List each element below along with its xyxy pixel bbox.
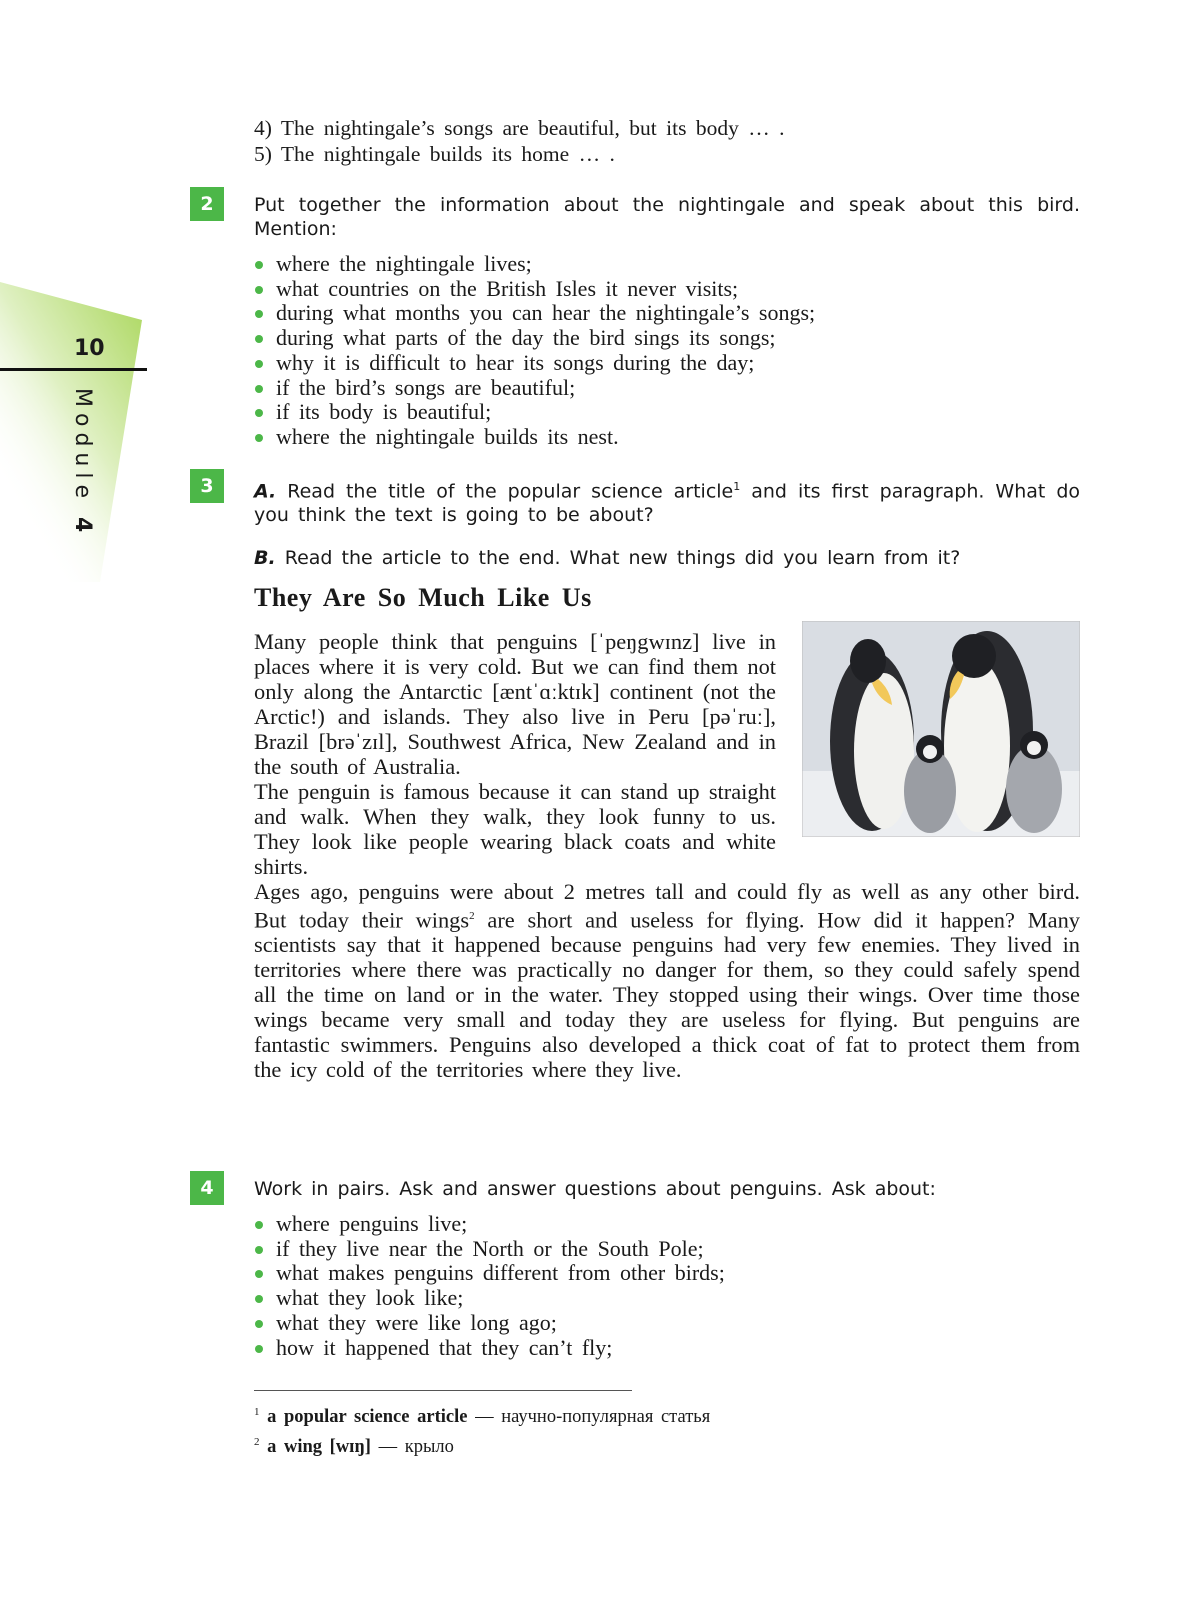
list-item: where the nightingale lives; (254, 252, 1080, 277)
article-paragraph-1: Many people think that penguins [ˈpeŋgwɪnz] live in places where it is very cold. But we can find them not only along the Antarctic [æntˈɑːktɪk] continent (not the Arctic!) and islands. They also live in Peru [pəˈruː], Brazil [brəˈzɪl], Southwest Africa, New Zealand and in the south of Australia. (254, 629, 776, 779)
list-item: what they were like long ago; (254, 1311, 1080, 1336)
list-item: what countries on the British Isles it never visits; (254, 277, 1080, 302)
list-item: what makes penguins different from other birds; (254, 1261, 1080, 1286)
exercise-4 (254, 1177, 1080, 1360)
exercise-4-instruction: Work in pairs. Ask and answer questions about penguins. Ask about: (254, 1178, 936, 1200)
exercise-3 (254, 475, 1080, 570)
module-text: Module (70, 388, 95, 504)
page-number-rule (0, 368, 147, 371)
paragraph-3-text-cont: are short and useless for flying. How did it happen? Many scientists say that it happened because penguins had very few enemies. They lived in territories where there was practically no danger for them, so they could safely spend all the time on land or in the water. They stopped using their wings. Over time those wings became very small and today they are useless for flying. But penguins are fantastic swimmers. Penguins also developed a thick coat of fat to protect them from the icy cold of the territories where they live. (254, 907, 1080, 1083)
footnote-dash: — (475, 1407, 494, 1428)
list-item: where penguins live; (254, 1212, 1080, 1237)
footnote-translation: научно-популярная статья (501, 1407, 711, 1428)
page-number: 10 (74, 336, 105, 361)
article-body (254, 629, 1080, 1082)
footnote-ref-2: 2 (469, 910, 475, 922)
exercise-3-part-a (254, 475, 1080, 527)
item-5: 5) The nightingale builds its home … . (254, 141, 615, 166)
part-a-text-cont: and its first paragraph. What do you think the text is going to be about? (254, 480, 1081, 527)
footnote-1 (254, 1400, 1080, 1430)
article-paragraph-2: The penguin is famous because it can stand up straight and walk. When they walk, they look funny to us. They look like people wearing black coats and white shirts. (254, 779, 776, 879)
item-4: 4) The nightingale’s songs are beautiful, but its body … . (254, 116, 785, 140)
exercise-2-number: 2 (190, 187, 224, 221)
list-item: if the bird’s songs are beautiful; (254, 376, 1080, 401)
footnotes (254, 1400, 1080, 1460)
penguins-photo (802, 621, 1080, 837)
footnote-mark: 1 (254, 1406, 260, 1418)
module-number: 4 (70, 517, 95, 539)
list-item: why it is difficult to hear its songs during the day; (254, 351, 1080, 376)
footnote-term: a popular science article (267, 1407, 468, 1428)
previous-items (254, 116, 1080, 167)
exercise-2-instruction: Put together the information about the nightingale and speak about this bird. Mention: (254, 194, 1080, 240)
list-item: where the nightingale builds its nest. (254, 425, 1080, 450)
footnote-divider (254, 1390, 632, 1391)
exercise-2-bullets (254, 252, 1080, 450)
exercise-4-number: 4 (190, 1171, 224, 1205)
article-paragraph-3 (254, 879, 1080, 1082)
part-a-text: Read the title of the popular science article (287, 480, 734, 503)
footnote-mark: 2 (254, 1436, 260, 1449)
footnote-ref-1: 1 (733, 480, 741, 493)
list-item: if its body is beautiful; (254, 400, 1080, 425)
list-item: during what months you can hear the nightingale’s songs; (254, 301, 1080, 326)
paragraph-3-text: Ages ago, penguins were about 2 metres tall and could fly as well as any other bird. But today their wings (254, 879, 1080, 933)
article-title: They Are So Much Like Us (254, 583, 592, 612)
exercise-3-part-b (254, 546, 1080, 570)
list-item: what they look like; (254, 1286, 1080, 1311)
footnote-term: a wing [wɪŋ] (267, 1437, 371, 1458)
exercise-4-bullets (254, 1212, 1080, 1360)
part-b-label: B. (254, 547, 276, 570)
part-a-label: A. (254, 480, 277, 503)
footnote-2 (254, 1430, 1080, 1460)
article (254, 583, 1080, 1082)
footnote-translation: крыло (404, 1437, 454, 1458)
module-label (70, 388, 95, 538)
list-item: during what parts of the day the bird sings its songs; (254, 326, 1080, 351)
exercise-3-number: 3 (190, 469, 224, 503)
footnote-dash: — (378, 1437, 398, 1458)
list-item: how it happened that they can’t fly; (254, 1336, 1080, 1361)
list-item: if they live near the North or the South Pole; (254, 1237, 1080, 1262)
part-b-text: Read the article to the end. What new things did you learn from it? (284, 547, 961, 570)
exercise-2 (254, 193, 1080, 450)
